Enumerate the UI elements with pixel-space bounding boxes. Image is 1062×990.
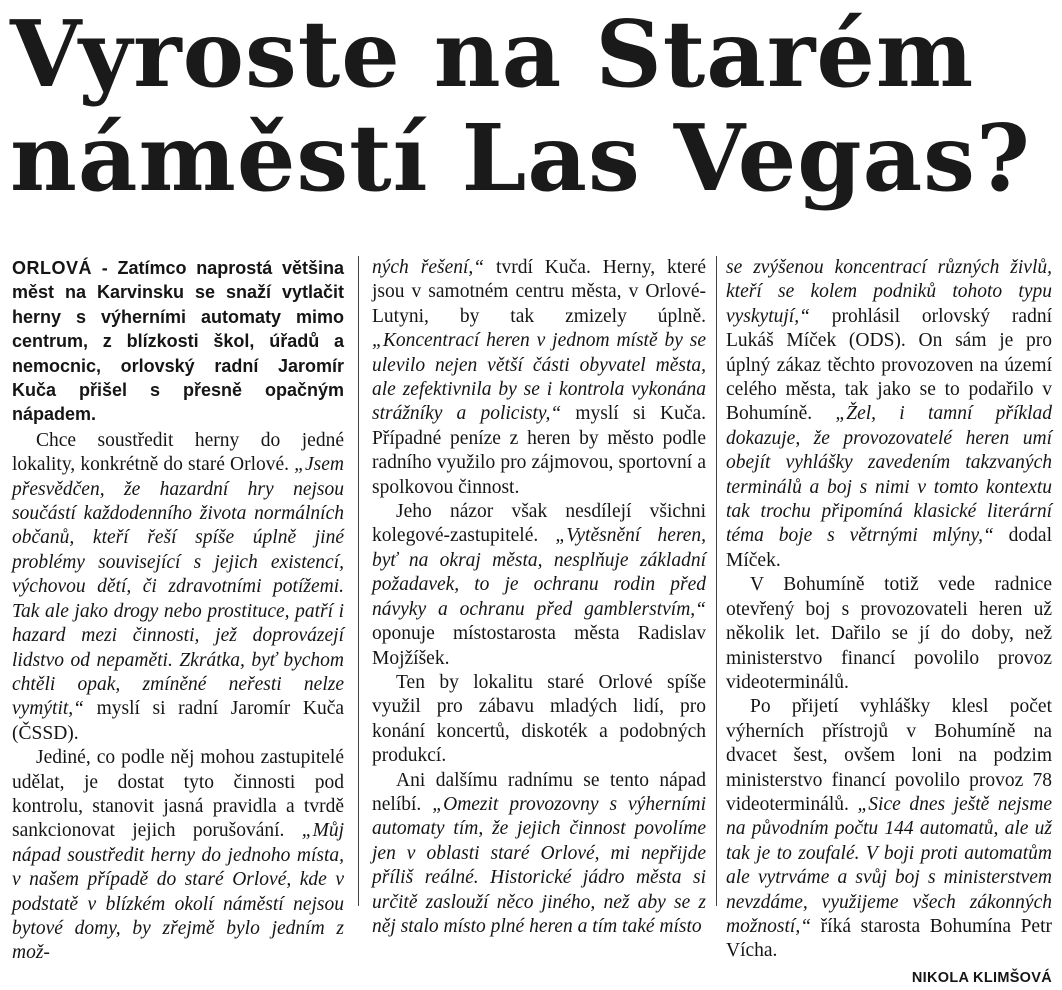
quote: „Sice dnes ještě nejsme na původním počtu 144 automatů, ale už tak je to zoufalé. V boji proti automatům ale vytrváme a svůj boj s ministerstvem nevzdáme, využijeme všech zákonných možností,“ [726, 793, 1052, 937]
article-column-1 [12, 256, 344, 966]
quote: „Žel, i tamní příklad dokazuje, že provozovatelé heren umí obejít vyhlášky zavedením takzvaných terminálů a boj s nimi v tomto kontextu tak trochu připomíná klasické literární téma boje s větrnými mlýny,“ [726, 403, 1052, 547]
headline-line-2: náměstí Las Vegas? [10, 104, 1031, 212]
column-divider [358, 256, 359, 906]
article-column-3 [726, 256, 1052, 990]
body-paragraph: se zvýšenou koncentrací různých živlů, kteří se kolem podniků tohoto typu vyskytují,“ prohlásil orlovský radní Lukáš Míček (ODS). On sám je pro úplný zákaz těchto provozoven na území celého města, tak jako se to podařilo v Bohumíně. „Žel, i tamní příklad dokazuje, že provozovatelé heren umí obejít vyhlášky zavedením takzvaných terminálů a boj s nimi v tomto kontextu tak trochu připomíná klasické literární téma boje s větrnými mlýny,“ dodal Míček. [726, 257, 1053, 571]
quote: se zvýšenou koncentrací různých živlů, kteří se kolem podniků tohoto typu vyskytují,“ [726, 257, 1052, 327]
body-paragraph: Po přijetí vyhlášky klesl počet výherních přístrojů v Bohumíně na dvacet šest, ovšem loni na podzim ministerstvo financí povolilo provoz 78 videoterminálů. „Sice dnes ještě nejsme na původním počtu 144 automatů, ale už tak je to zoufalé. V boji proti automatům ale vytrváme a svůj boj s ministerstvem nevzdáme, využijeme všech zákonných možností,“ říká starosta Bohumína Petr Vícha. [726, 696, 1052, 962]
quote: „Jsem přesvědčen, že hazardní hry nejsou součástí každodenního života normálních občanů, kteří řeší spíše úplně jiné problémy související s jejich existencí, výchovou dětí, či zdravotními potížemi. Tak ale jako drogy nebo prostituce, patří i hazard mezi činnosti, jež doprovázejí lidstvo od nepaměti. Zkrátka, byť bychom chtěli opak, zmíněné neřesti nelze vymýtit,“ [12, 454, 344, 720]
quote: ných řešení,“ [372, 257, 485, 278]
body-paragraph: Jediné, co podle něj mohou zastupitelé udělat, je dostat tyto činnosti pod kontrolu, stanovit jasná pravidla a tvrdě sankcionovat jejich porušování. „Můj nápad soustředit herny do jednoho místa, v našem případě do staré Orlové, kde v podstatě v blízkém okolí náměstí nejsou bytové domy, by zřejmě bylo jedním z mož- [12, 747, 344, 964]
quote: „Vytěsnění heren, byť na okraj města, nesplňuje základní požadavek, to je ochranu rodin před návyky a ochranu před gamblerstvím,“ [372, 525, 706, 620]
body-paragraph: ných řešení,“ tvrdí Kuča. Herny, které jsou v samotném centru města, v Orlové-Lutyni, by tak zmizely úplně. „Koncentrací heren v jednom místě by se ulevilo nejen větší části obyvatel města, ale zefektivnila by se i kontrola vykonána strážníky a policisty,“ myslí si Kuča. Případné peníze z heren by město podle radního využilo pro zájmovou, sportovní a spolkovou činnost. [372, 257, 707, 498]
quote: „Omezit provozovny s výherními automaty tím, že jejich činnost povolíme jen v oblasti staré Orlové, mi nepřijde příliš reálné. Historické jádro města si určitě zaslouží něco jiného, než aby se z něj stalo místo plné heren a tím také místo [372, 793, 706, 937]
headline [10, 2, 1055, 210]
quote: „Můj nápad soustředit herny do jednoho místa, v našem případě do staré Orlové, kde v podstatě v blízkém okolí náměstí nejsou bytové domy, by zřejmě bylo jedním z mož- [12, 820, 344, 964]
body-paragraph: Ten by lokalitu staré Orlové spíše využil pro zábavu mladých lidí, pro konání koncertů, diskoték a podobných produkcí. [372, 671, 706, 767]
lead-paragraph [12, 256, 344, 427]
article-column-2 [372, 256, 706, 939]
body-paragraph: Chce soustředit herny do jedné lokality, konkrétně do staré Orlové. „Jsem přesvědčen, že hazardní hry nejsou součástí každodenního života normálních občanů, kteří řeší spíše úplně jiné problémy související s jejich existencí, výchovou dětí, či zdravotními potížemi. Tak ale jako drogy nebo prostituce, patří i hazard mezi činnosti, jež doprovázejí lidstvo od nepaměti. Zkrátka, byť bychom chtěli opak, zmíněné neřesti nelze vymýtit,“ myslí si radní Jaromír Kuča (ČSSD). [12, 429, 344, 744]
body-paragraph: V Bohumíně totiž vede radnice otevřený boj s provozovateli heren už několik let. Dařilo se jí do doby, než ministerstvo financí povolilo provoz videoterminálů. [726, 574, 1052, 693]
column-divider [716, 256, 717, 906]
lead-text: - Zatímco naprostá většina měst na Karvinsku se snaží vytlačit herny s výherními automaty mimo centrum, z blízkosti škol, úřadů a nemocnic, orlovský radní Jaromír Kuča přišel s přesně opačným nápadem. [12, 258, 344, 425]
headline-line-1: Vyroste na Starém [10, 0, 975, 108]
quote: „Koncentrací heren v jednom místě by se ulevilo nejen větší části obyvatel města, ale zefektivnila by se i kontrola vykonána strážníky a policisty,“ [372, 330, 706, 425]
body-paragraph: Jeho názor však nesdílejí všichni kolegové-zastupitelé. „Vytěsnění heren, byť na okraj města, nesplňuje základní požadavek, to je ochranu rodin před návyky a ochranu před gamblerstvím,“ oponuje místostarosta města Radislav Mojžíšek. [372, 501, 706, 669]
dateline: ORLOVÁ [12, 258, 93, 278]
body-paragraph: Ani dalšímu radnímu se tento nápad nelíbí. „Omezit provozovny s výherními automaty tím, že jejich činnost povolíme jen v oblasti staré Orlové, mi nepřijde příliš reálné. Historické jádro města si určitě zaslouží něco jiného, než aby se z něj stalo místo plné heren a tím také místo [372, 769, 706, 937]
author-byline: NIKOLA KLIMŠOVÁ [911, 969, 1052, 986]
